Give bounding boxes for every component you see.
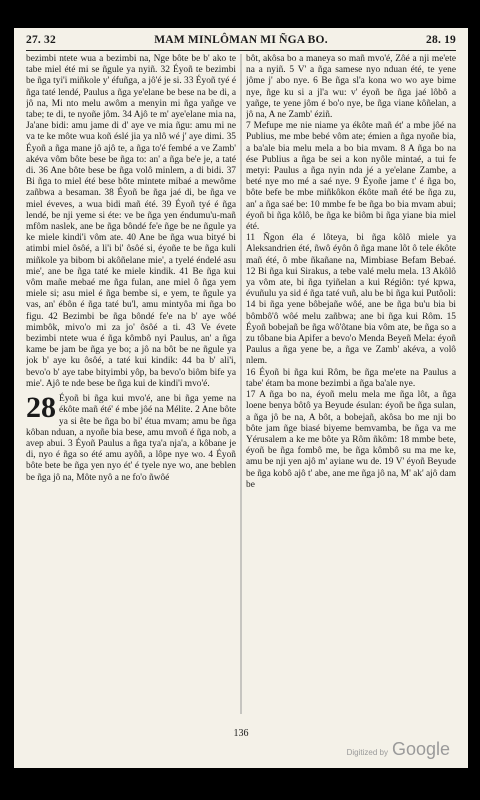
right-paragraph: bôt, akôsa bo a maneya so mañ mvo'é, Zôé a nji me'ete na a nyiñ. 5 V' a ñga samese nyo nduan été, te yene jôme j' abo nye. 6 Be ñga sl'a kona wo wo aye bime nye, ñge ku si a jl'a wu: v' éyoñ be ñga jaé lôbô a yañge, te yene jôm é bo'o nye, be ñga viane kôñelan, a jô na, A ne Zamb' éziñ. [246,54,456,121]
right-paragraph: 16 Éyoñ bi ñga kui Rôm, be ñga me'ete na Paulus a tabe' étam ba mone bezimbi a ñga ba'ale nye. [246,367,456,389]
watermark-brand: Google [391,739,450,759]
page-number: 136 [233,728,249,739]
header-rule [26,50,456,51]
header-title: MAM MINLÔMAN MI ÑGA BO. [154,34,328,46]
left-paragraph: bezimbi ntete wua a bezimbi na, Ñge bôte be b' ako te tabe miel été mi se ñgule ya nyiñ. 32 Éyoñ te bezimbi be ñga tyi'i miñkole y' éfuñga, a jô'é je si. 33 Éyoñ tyé é ñga taté lendé, Paulus a ñga ye'elane be bese na be di, a jô na, Mi nto melu awôm a menyin mi ñga yañge ve tabe; te di, te nyoñe jôm. 34 Ajô te m' aye'elane mia na, Ja'ane bidi: amu jame di d' aye ve mia ñgu: amu mi ne va te ke môte wua koñ éslé jia ya nlô wé j' aye dimi. 35 Éyoñ a ñga mane jô ajô te, a ñga to'é fembé a ve Zamb' akéva vôm bôte bese be ñga to: an' a ñga be'e je, a taté di. 36 Ane bôte bese be ñga volô minlem, a di bidi. 37 Bi ñga to miel été bese bôte mintete mibaé a mewôme zañbwa a besaman. 38 Éyoñ be ñga jaé di, be ñga ve miel éveves, a wua bidi mañ été. 39 Éyoñ tyé é ñga lendé, be nji yeme si éte: ve be ñga yen éndumu'u-mañ mfôm naslek, ane be ñga bôndé fe'e ñge be ne ñgule ya ke miele kindi'i vôm ate. 40 Ane be ñga wua bityé bi atimbi miel ôsôé, a li'i bi' ôsôé si, éyoñe te be ñga kuli miñkole ya bibom bi akôñelane mie', a tyelé éndelé asu mie', ane be ñga taté ke miele kindik. 41 Be ñga kui vôm mañe mebaé me ñga fulan, ane miel ô ñga yem miele si; asu miel é ñga bembe si, e yem, te ñgule ya vas, an' ébôn é ñga taté bu'l, amu mintyôa mi ñga bo figu. 42 Bezimbi be ñga bôndé fe'e na b' aye wôé mimbôk, mivo'o mi za jo' ôsôé a ti. 43 Ve évete bezimbi ntete wua é ñga kômbô nyi Paulus, an' a ñga kame be jam be ñga ye bo; a jô na bôt be ne ñgule ya jok b' aye ku ôsôé, a taté kui kindik: 44 ba b' ali'i, bevo'o b' aye tabe bityimbi yôp, ba bevo'o biôm bife ya mie'. Ajô te nde bese be ñga kui de kindi'i mvo'é. [26,54,236,389]
right-paragraph: 11 Ñgon éla é lôteya, bi ñga kôlô miele ya Aleksandrien été, ñwô éyôn ô ñga mane lôt ô tele ékôte mañ été, ô mbe ñkañane na, Mimbiase Befam Bebaé. 12 Bi ñga kui Sirakus, a tebe valé melu mela. 13 Akôlô ya vôm ate, bi ñga tyiñelan a kui Régiôn: tyé kpwa, évuñulu ya sid é ñga taté vuñ, alu be bi ñga kui Putôoli: 14 bi ñga yene bôbejañe wôé, ane be ñga bu'u bia bi bômbô'ô wôé melu zañbwa; ane bi ñga kui Rôm. 15 Éyoñ bobejañ be ñga wô'ôtane bia vôm ate, be ñga so a zu tôbane bia Apifer a bevo'o Menda Beyeñ Mela: éyoñ Paulus a ñga yene be, a ñga ve Zamb' akéva, a volô nlem. [246,233,456,367]
chapter-number: 28 [26,391,56,425]
right-paragraph: 17 A ñga bo na, éyoñ melu mela me ñga lôt, a ñga loene benya bôtô ya Beyude ésulan: éyoñ be ñga sulan, a ñga jô be na, A bôt, a bobejañ, akôsa bo me nji bo bôte jam ñge biasé biyeme bemvamba, be ñga va me Yérusalem a ke me bôte ya Rôm ñkôm: 18 mmbe bete, éyoñ be ñga fombô me, be ñga kômbô su ma me ke, amu be nji yen ajô m' ayiane wu de. 19 V' éyoñ Beyude be ñga kobô ajô t' abe, ane me ñga jô na, M' ak' ajô dam be [246,390,456,490]
header-right-verse: 28. 19 [426,34,456,46]
digitized-watermark [347,739,450,760]
right-paragraph: 7 Mefupe me nie niame ya ékôte mañ ét' a mbe jôé na Publius, me mbe bebé vôm ate; émien a ñga nyoñe bia, a ba'ale bia melu mela a bo bia mvam. 8 A ñga bo na ése Publius a ñga be sei a kon nyôle mintaé, a tui fe metyi: Paulus a ñga nyin nda jé a ye'elane Zambe, a beté nye mo mé a saé nye. 9 Éyoñe jame t' é ñga bo, bôte befe be mbe miñkôkon ékôte mañ été be ñga zu, an' a ñga saé be: 10 mmbe fe be ñga bo bia mvam abui; éyoñ bi ñga kôlô, be ñga ke biôm bi ñga yiane bia miel été. [246,121,456,233]
chapter-start [26,391,236,484]
chapter-text: Éyoñ bi ñga kui mvo'é, ane bi ñga yeme na ékôte mañ été' é mbe jôé na Mélite. 2 Ane bôte ya si ête be ñga bo bi' étua mvam; amu be ñga kôban nduan, a nyoñe bia bese, amu mvoñ é ñga nob, a avep abui. 3 Éyoñ Paulus a ñga tya'a nja'a, a kôbane je di, nyo é ñga so été amu ayôñ, a lôpe nye wo. 4 Éyoñ bôte bete be ñga yen nyo ét' é tyele nye wo, ane beblen be ñga jô na, Môte nyô a ne fo'o ñwôé [26,394,236,483]
running-header [26,34,456,50]
text-columns [26,54,456,726]
left-column [26,54,236,726]
header-left-verse: 27. 32 [26,34,56,46]
book-page [14,28,468,768]
watermark-caption: Digitized by [346,748,388,757]
right-column [246,54,456,726]
